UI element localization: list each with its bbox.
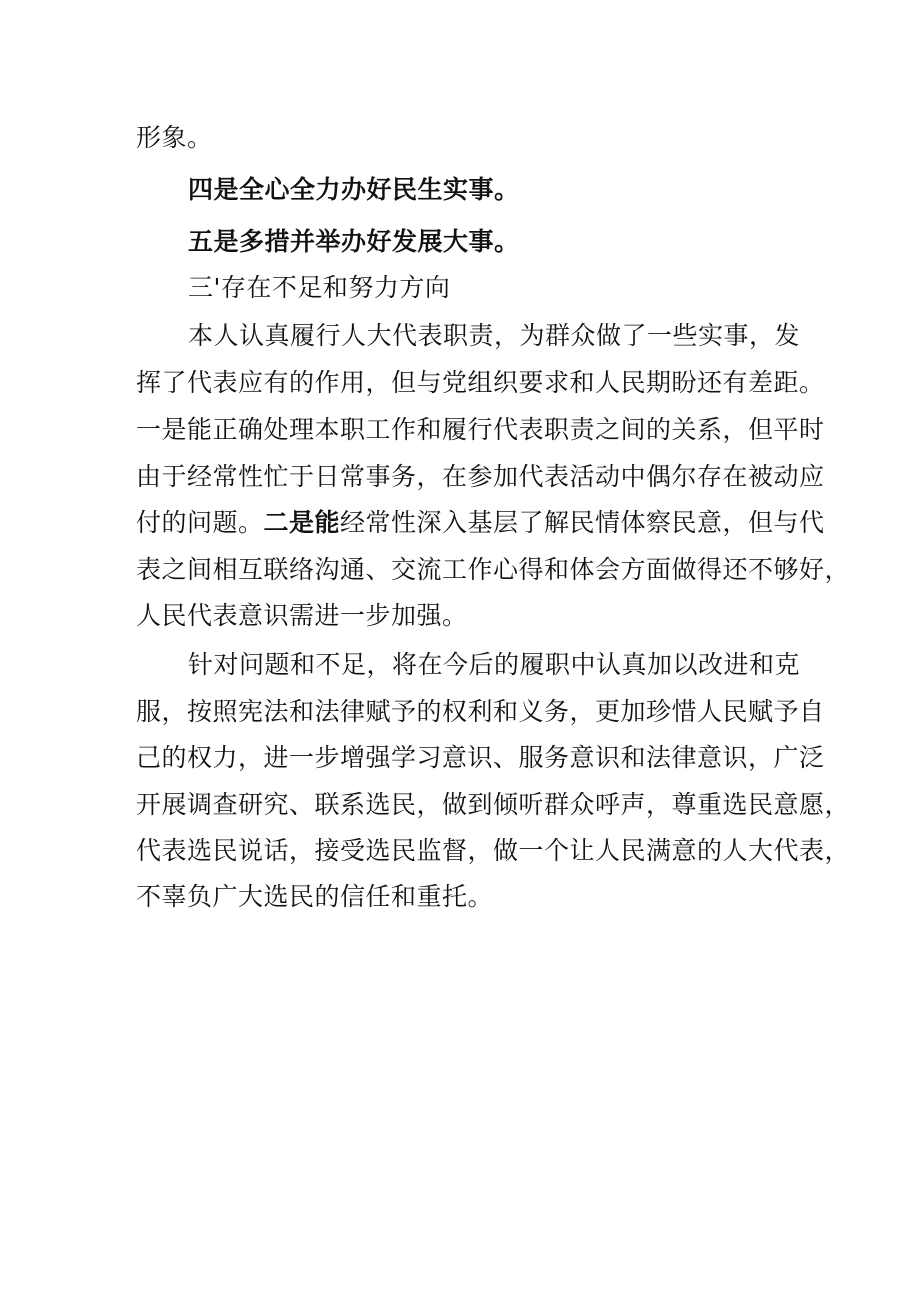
- paragraph-line: 开展调查研究、联系选民，做到倾听群众呼声，尊重选民意愿，: [136, 790, 851, 819]
- paragraph-line: 本人认真履行人大代表职责，为群众做了一些实事，发: [188, 321, 801, 350]
- paragraph-line: 人民代表意识需进一步加强。: [136, 601, 468, 630]
- point-four-heading: 四是全心全力办好民生实事。: [188, 175, 520, 204]
- paragraph-line: 针对问题和不足，将在今后的履职中认真加以改进和克: [188, 650, 801, 679]
- paragraph-line: 一是能正确处理本职工作和履行代表职责之间的关系，但平时: [136, 415, 825, 444]
- paragraph-line: 服，按照宪法和法律赋予的权利和义务，更加珍惜人民赋予自: [136, 697, 825, 726]
- paragraph-line: 挥了代表应有的作用，但与党组织要求和人民期盼还有差距。: [136, 368, 825, 397]
- emphasis-segment: 二是能: [263, 508, 341, 537]
- section-three-heading: 三'存在不足和努力方向: [188, 273, 451, 302]
- point-five-heading: 五是多措并举办好发展大事。: [188, 227, 520, 256]
- text-line: 形象。: [136, 123, 213, 152]
- paragraph-line-mixed: [136, 506, 825, 540]
- paragraph-segment: 付的问题。: [136, 508, 264, 537]
- paragraph-line: 表之间相互联络沟通、交流工作心得和体会方面做得还不够好，: [136, 555, 851, 584]
- paragraph-line: 己的权力，进一步增强学习意识、服务意识和法律意识，广泛: [136, 743, 825, 772]
- paragraph-line: 代表选民说话，接受选民监督，做一个让人民满意的人大代表，: [136, 836, 851, 865]
- paragraph-line: 不辜负广大选民的信任和重托。: [136, 882, 494, 911]
- paragraph-segment: 经常性深入基层了解民情体察民意，但与代: [340, 508, 825, 537]
- paragraph-line: 由于经常性忙于日常事务，在参加代表活动中偶尔存在被动应: [136, 462, 825, 491]
